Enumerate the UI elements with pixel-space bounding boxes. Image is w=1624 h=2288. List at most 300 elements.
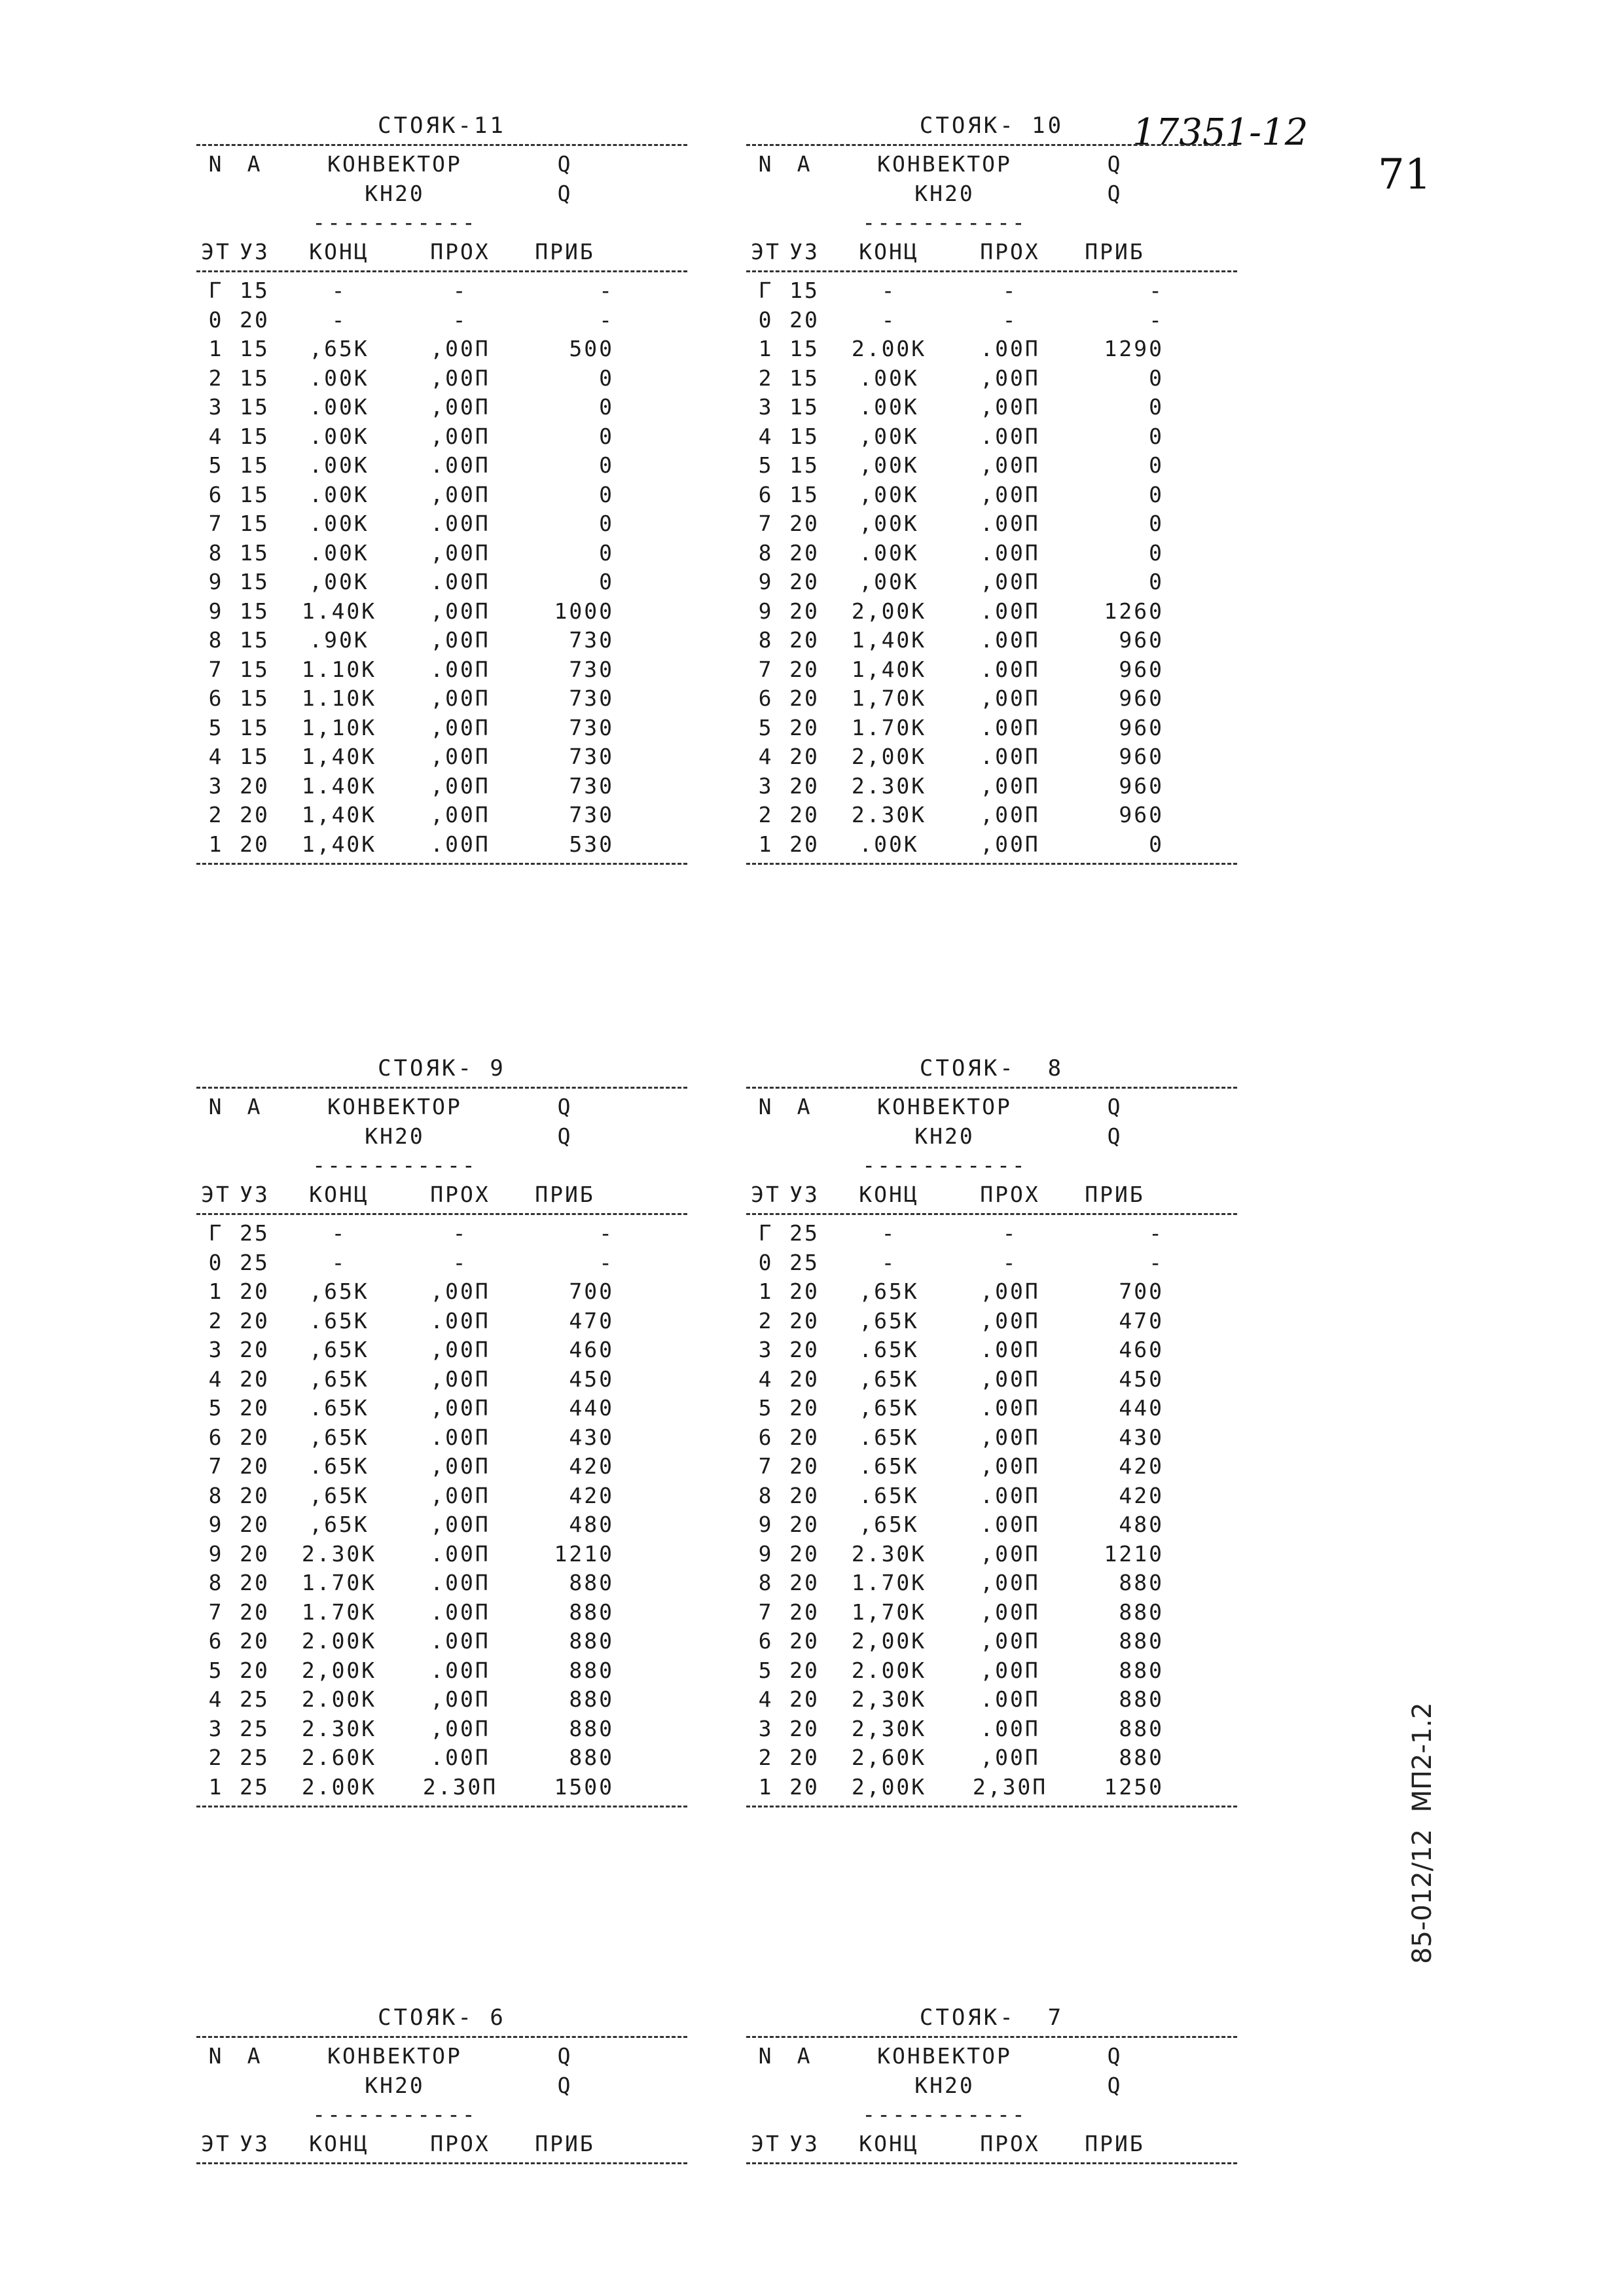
cell-col-konc: .00К: [309, 511, 369, 536]
cell-col-prox: .00П: [980, 1715, 1040, 1741]
cell-col-a: 20: [789, 1337, 820, 1362]
cell-col-prox: ,00П: [430, 802, 490, 827]
cell-col-a: 20: [789, 511, 820, 536]
header-col-konc: -----------: [862, 209, 1027, 235]
cell-col-prox: ,00П: [430, 598, 490, 624]
cell-col-prox: ,00П: [980, 1279, 1040, 1304]
cell-col-konc: ,65К: [309, 1482, 369, 1508]
header-col-konc: -----------: [312, 2101, 477, 2127]
cell-col-q: 0: [599, 365, 614, 391]
cell-col-n: Г: [758, 1220, 774, 1246]
header-col-prox: ПРОХ: [980, 2130, 1040, 2156]
rule-line: [196, 2162, 687, 2164]
cell-col-n: 2: [758, 1745, 774, 1770]
header-col-a: [785, 208, 823, 238]
cell-col-a: 20: [789, 802, 820, 827]
cell-col-a: 20: [789, 627, 820, 653]
table-row: [746, 481, 1237, 510]
cell-col-prox: .00П: [430, 1424, 490, 1450]
cell-col-n: 3: [208, 1337, 224, 1362]
header-col-q: [1066, 2100, 1164, 2130]
table-row: [196, 1219, 687, 1248]
cell-col-a: 20: [789, 1512, 820, 1537]
table-row: [196, 451, 687, 481]
rule-line: [746, 863, 1237, 865]
header-col-a: [236, 2100, 274, 2130]
cell-col-a: 15: [789, 278, 820, 303]
table-row: [746, 1715, 1237, 1744]
table-row: [196, 276, 687, 306]
table-row: [196, 1715, 687, 1744]
cell-col-prox: ,00П: [980, 1540, 1040, 1567]
table-row: [196, 626, 687, 655]
cell-col-konc: 2,00К: [851, 744, 927, 769]
cell-col-q: 420: [1119, 1482, 1164, 1508]
cell-col-q: 880: [1119, 1745, 1164, 1770]
header-col-n: ЭТ: [751, 238, 781, 264]
cell-col-n: 7: [758, 1453, 774, 1479]
cell-col-konc: 1,40К: [301, 831, 377, 857]
header-col-konc: КОНВЕКТОР: [877, 151, 1012, 177]
header-col-prox: ПРОХ: [430, 1181, 490, 1207]
cell-col-prox: ,00П: [430, 1337, 490, 1362]
cell-col-q: 1000: [554, 598, 614, 624]
cell-col-n: 1: [758, 1279, 774, 1304]
cell-col-n: 2: [208, 1745, 224, 1770]
cell-col-a: 25: [240, 1686, 270, 1712]
cell-col-konc: -: [331, 306, 347, 333]
cell-col-a: 15: [789, 336, 820, 361]
cell-col-a: 20: [240, 1307, 270, 1334]
cell-col-konc: 2,00К: [851, 598, 927, 624]
cell-col-q: 420: [1119, 1453, 1164, 1479]
cell-col-prox: .00П: [980, 1395, 1040, 1421]
header-row: [196, 208, 687, 238]
table-row: [196, 1248, 687, 1278]
cell-col-konc: 2.00К: [851, 1657, 927, 1683]
cell-col-a: 20: [789, 1715, 820, 1741]
cell-col-konc: .65К: [309, 1395, 369, 1421]
cell-col-n: 5: [208, 714, 224, 740]
cell-col-prox: .00П: [430, 452, 490, 478]
cell-col-n: 8: [758, 1570, 774, 1595]
table-row: [196, 714, 687, 743]
cell-col-q: 0: [1149, 481, 1164, 507]
cell-col-konc: -: [881, 306, 897, 333]
cell-col-n: 6: [758, 1628, 774, 1654]
cell-col-a: 20: [789, 1482, 820, 1508]
cell-col-konc: 2.30К: [851, 802, 927, 827]
cell-col-prox: .00П: [430, 1540, 490, 1567]
header-row: [196, 238, 687, 267]
cell-col-n: Г: [758, 278, 774, 303]
cell-col-konc: -: [881, 278, 897, 303]
table-title: СТОЯК- 8: [919, 1055, 1064, 1081]
cell-col-prox: ,00П: [980, 1599, 1040, 1625]
cell-col-prox: ,00П: [430, 1395, 490, 1421]
cell-col-prox: .00П: [980, 598, 1040, 624]
header-row: [196, 1122, 687, 1152]
cell-col-q: 1290: [1104, 336, 1164, 361]
cell-col-a: 20: [240, 1540, 270, 1567]
cell-col-n: 8: [758, 1482, 774, 1508]
table-block: [746, 2003, 1237, 2168]
cell-col-q: 420: [569, 1482, 614, 1508]
cell-col-n: 1: [758, 831, 774, 857]
cell-col-a: 15: [240, 627, 270, 653]
cell-col-q: 460: [569, 1337, 614, 1362]
header-col-konc: КОНВЕКТОР: [327, 2043, 462, 2069]
cell-col-q: 530: [569, 831, 614, 857]
table-row: [746, 335, 1237, 364]
table-row: [746, 1394, 1237, 1423]
header-col-q: Q: [1107, 151, 1123, 177]
header-col-q: Q: [557, 1123, 573, 1149]
cell-col-q: -: [1149, 1249, 1164, 1275]
cell-col-q: 730: [569, 656, 614, 682]
cell-col-n: 6: [758, 481, 774, 507]
cell-col-n: 6: [758, 1424, 774, 1450]
cell-col-a: 20: [240, 306, 270, 333]
table-title: СТОЯК- 6: [378, 2005, 506, 2031]
header-col-prox: ПРОХ: [430, 238, 490, 264]
table-row: [746, 597, 1237, 626]
cell-col-prox: ,00П: [980, 685, 1040, 711]
cell-col-prox: -: [452, 1249, 468, 1275]
table-row: [746, 364, 1237, 393]
table-row: [746, 1248, 1237, 1278]
header-col-n: [196, 2071, 236, 2101]
cell-col-n: 7: [208, 511, 224, 536]
table-row: [746, 1773, 1237, 1802]
cell-col-a: 20: [240, 1628, 270, 1654]
table-row: [196, 1394, 687, 1423]
cell-col-q: 0: [599, 394, 614, 420]
cell-col-n: 4: [758, 423, 774, 449]
cell-col-q: 460: [1119, 1337, 1164, 1362]
header-row: [196, 179, 687, 209]
cell-col-a: 20: [240, 1599, 270, 1625]
header-col-n: ЭТ: [751, 1181, 781, 1207]
header-col-q: ПРИБ: [535, 238, 595, 264]
cell-col-q: 960: [1119, 627, 1164, 653]
cell-col-prox: ,00П: [980, 365, 1040, 391]
header-row: [196, 1093, 687, 1122]
header-col-q: Q: [557, 2072, 573, 2098]
header-col-q: Q: [1107, 2043, 1123, 2069]
cell-col-q: 960: [1119, 685, 1164, 711]
table-row: [746, 1598, 1237, 1627]
cell-col-prox: ,00П: [430, 744, 490, 769]
cell-col-prox: ,00П: [430, 1279, 490, 1304]
header-col-a: А: [797, 2043, 812, 2069]
table-row: [196, 539, 687, 568]
cell-col-prox: -: [1002, 1220, 1018, 1246]
cell-col-n: 2: [758, 802, 774, 827]
cell-col-n: 4: [208, 1366, 224, 1392]
cell-col-konc: ,65К: [309, 1512, 369, 1537]
cell-col-prox: 2.30П: [422, 1773, 498, 1800]
header-col-a: [236, 179, 274, 209]
header-col-konc: КОНВЕКТОР: [877, 2043, 1012, 2069]
table-row: [196, 1423, 687, 1453]
table-row: [196, 568, 687, 597]
cell-col-prox: ,00П: [980, 452, 1040, 478]
cell-col-n: 4: [208, 423, 224, 449]
cell-col-konc: 1,10К: [301, 714, 377, 740]
cell-col-konc: ,65К: [859, 1366, 919, 1392]
cell-col-a: 15: [240, 481, 270, 507]
cell-col-n: 9: [208, 1512, 224, 1537]
table-row: [196, 655, 687, 685]
cell-col-prox: ,00П: [980, 394, 1040, 420]
table-block: [196, 2003, 687, 2168]
cell-col-konc: .65К: [309, 1307, 369, 1334]
cell-col-a: 20: [789, 539, 820, 566]
cell-col-a: 20: [789, 569, 820, 594]
cell-col-konc: -: [331, 1220, 347, 1246]
header-col-n: [196, 179, 236, 209]
cell-col-n: 3: [758, 394, 774, 420]
cell-col-konc: -: [881, 1220, 897, 1246]
cell-col-n: Г: [208, 278, 224, 303]
cell-col-prox: ,00П: [430, 1686, 490, 1712]
table-row: [196, 1540, 687, 1569]
cell-col-a: 20: [240, 772, 270, 799]
header-row: [746, 1151, 1237, 1180]
cell-col-a: 20: [789, 1773, 820, 1800]
header-col-konc: КОНЦ: [859, 238, 919, 264]
header-row: [746, 208, 1237, 238]
cell-col-prox: ,00П: [430, 772, 490, 799]
cell-col-prox: ,00П: [430, 714, 490, 740]
cell-col-q: 1210: [1104, 1540, 1164, 1567]
table-row: [746, 393, 1237, 422]
cell-col-q: 420: [569, 1453, 614, 1479]
cell-col-konc: .00К: [309, 481, 369, 507]
cell-col-a: 15: [789, 423, 820, 449]
cell-col-a: 20: [789, 1366, 820, 1392]
cell-col-konc: 1,70К: [851, 685, 927, 711]
table-row: [196, 1656, 687, 1686]
cell-col-a: 25: [789, 1220, 820, 1246]
header-col-n: [196, 1122, 236, 1152]
cell-col-a: 25: [240, 1249, 270, 1275]
table-row: [746, 1277, 1237, 1307]
header-col-a: УЗ: [240, 2130, 270, 2156]
cell-col-a: 20: [240, 1424, 270, 1450]
cell-col-q: 880: [569, 1745, 614, 1770]
header-col-a: А: [797, 151, 812, 177]
cell-col-a: 15: [240, 452, 270, 478]
cell-col-a: 20: [789, 1540, 820, 1567]
cell-col-prox: ,00П: [980, 1366, 1040, 1392]
cell-col-prox: ,00П: [980, 772, 1040, 799]
cell-col-a: 20: [240, 1453, 270, 1479]
header-col-q: Q: [1107, 2072, 1123, 2098]
cell-col-q: 730: [569, 744, 614, 769]
cell-col-a: 25: [240, 1220, 270, 1246]
cell-col-a: 20: [240, 1395, 270, 1421]
table-block: [746, 1054, 1237, 1811]
header-col-konc: КОНВЕКТОР: [327, 151, 462, 177]
cell-col-a: 20: [240, 1570, 270, 1595]
table-row: [196, 1773, 687, 1802]
cell-col-n: 8: [208, 1570, 224, 1595]
header-col-q: Q: [557, 2043, 573, 2069]
header-col-n: [746, 208, 785, 238]
header-row: [196, 2100, 687, 2130]
cell-col-prox: ,00П: [980, 1657, 1040, 1683]
cell-col-konc: ,65К: [859, 1395, 919, 1421]
header-col-a: [785, 2100, 823, 2130]
cell-col-prox: 2,30П: [972, 1773, 1048, 1800]
header-row: [196, 1151, 687, 1180]
cell-col-prox: ,00П: [430, 336, 490, 361]
cell-col-q: 880: [1119, 1657, 1164, 1683]
table-row: [746, 1569, 1237, 1598]
cell-col-konc: 2.30К: [301, 1715, 377, 1741]
cell-col-prox: .00П: [980, 1482, 1040, 1508]
cell-col-prox: .00П: [430, 1570, 490, 1595]
cell-col-q: 880: [1119, 1686, 1164, 1712]
cell-col-prox: ,00П: [980, 802, 1040, 827]
cell-col-q: 480: [1119, 1512, 1164, 1537]
cell-col-a: 20: [240, 1657, 270, 1683]
table-row: [746, 539, 1237, 568]
cell-col-konc: ,65К: [309, 1366, 369, 1392]
header-row: [746, 2071, 1237, 2101]
header-col-konc: КОНВЕКТОР: [877, 1094, 1012, 1119]
cell-col-n: 6: [208, 1424, 224, 1450]
cell-col-n: 4: [208, 1686, 224, 1712]
cell-col-q: 880: [1119, 1570, 1164, 1595]
cell-col-n: 2: [758, 1307, 774, 1334]
cell-col-prox: -: [1002, 278, 1018, 303]
table-row: [746, 1510, 1237, 1540]
cell-col-a: 20: [789, 1395, 820, 1421]
table-block: [746, 111, 1237, 869]
table-row: [196, 1510, 687, 1540]
rule-line: [746, 2162, 1237, 2164]
header-row: [196, 150, 687, 179]
table-row: [746, 1452, 1237, 1481]
header-col-q: [1066, 208, 1164, 238]
cell-col-prox: .00П: [980, 1337, 1040, 1362]
header-col-q: Q: [557, 1094, 573, 1119]
cell-col-n: 2: [208, 365, 224, 391]
cell-col-prox: ,00П: [430, 481, 490, 507]
cell-col-q: 730: [569, 627, 614, 653]
cell-col-n: 7: [758, 1599, 774, 1625]
header-col-prox: ПРОХ: [430, 2130, 490, 2156]
cell-col-q: 880: [569, 1715, 614, 1741]
header-col-konc: -----------: [862, 2101, 1027, 2127]
cell-col-konc: -: [881, 1249, 897, 1275]
cell-col-q: 960: [1119, 744, 1164, 769]
cell-col-konc: ,00К: [859, 423, 919, 449]
cell-col-q: 0: [599, 452, 614, 478]
cell-col-q: 430: [1119, 1424, 1164, 1450]
cell-col-q: 450: [569, 1366, 614, 1392]
cell-col-q: -: [599, 306, 614, 333]
table-row: [196, 1569, 687, 1598]
cell-col-a: 15: [789, 452, 820, 478]
cell-col-konc: 1,40К: [301, 744, 377, 769]
cell-col-konc: .00К: [309, 423, 369, 449]
table-row: [746, 1423, 1237, 1453]
cell-col-n: 1: [208, 831, 224, 857]
cell-col-prox: .00П: [430, 1628, 490, 1654]
header-col-konc: КН20: [365, 180, 425, 206]
rule-line: [746, 270, 1237, 272]
table-row: [196, 801, 687, 830]
cell-col-a: 20: [789, 1307, 820, 1334]
header-col-a: [785, 2071, 823, 2101]
rule-line: [746, 144, 1237, 146]
table-row: [196, 1685, 687, 1715]
cell-col-a: 15: [240, 656, 270, 682]
cell-col-q: -: [1149, 1220, 1164, 1246]
cell-col-prox: .00П: [430, 656, 490, 682]
cell-col-konc: ,65К: [309, 1337, 369, 1362]
header-col-konc: КОНЦ: [859, 1181, 919, 1207]
table-row: [196, 509, 687, 539]
cell-col-prox: -: [452, 306, 468, 333]
table-row: [196, 772, 687, 801]
cell-col-n: 9: [208, 569, 224, 594]
cell-col-n: 9: [758, 598, 774, 624]
cell-col-prox: ,00П: [430, 423, 490, 449]
header-col-n: ЭТ: [201, 2130, 231, 2156]
table-row: [746, 1219, 1237, 1248]
header-col-n: N: [208, 151, 224, 177]
cell-col-konc: 2.30К: [301, 1540, 377, 1567]
cell-col-a: 15: [240, 685, 270, 711]
table-block: [196, 111, 687, 869]
header-row: [196, 2071, 687, 2101]
cell-col-n: 6: [208, 1628, 224, 1654]
cell-col-a: 20: [789, 714, 820, 740]
cell-col-a: 25: [240, 1715, 270, 1741]
cell-col-konc: 2.30К: [851, 772, 927, 799]
cell-col-q: 0: [599, 481, 614, 507]
cell-col-konc: 2.00К: [301, 1686, 377, 1712]
cell-col-a: 15: [240, 511, 270, 536]
cell-col-konc: 2.00К: [301, 1628, 377, 1654]
cell-col-q: 880: [569, 1570, 614, 1595]
header-col-q: Q: [557, 151, 573, 177]
cell-col-n: 3: [208, 772, 224, 799]
cell-col-n: 5: [208, 1657, 224, 1683]
table-row: [746, 1656, 1237, 1686]
cell-col-konc: .90К: [309, 627, 369, 653]
cell-col-q: 0: [1149, 831, 1164, 857]
cell-col-prox: ,00П: [430, 539, 490, 566]
table-row: [746, 772, 1237, 801]
table-row: [746, 655, 1237, 685]
cell-col-q: 0: [1149, 539, 1164, 566]
cell-col-konc: .65К: [859, 1337, 919, 1362]
cell-col-konc: ,00К: [859, 452, 919, 478]
cell-col-n: 4: [758, 1686, 774, 1712]
rule-line: [746, 1087, 1237, 1089]
cell-col-konc: ,65К: [859, 1279, 919, 1304]
header-col-q: ПРИБ: [1085, 1181, 1145, 1207]
cell-col-q: 1260: [1104, 598, 1164, 624]
cell-col-q: 0: [599, 511, 614, 536]
table-row: [196, 1627, 687, 1656]
